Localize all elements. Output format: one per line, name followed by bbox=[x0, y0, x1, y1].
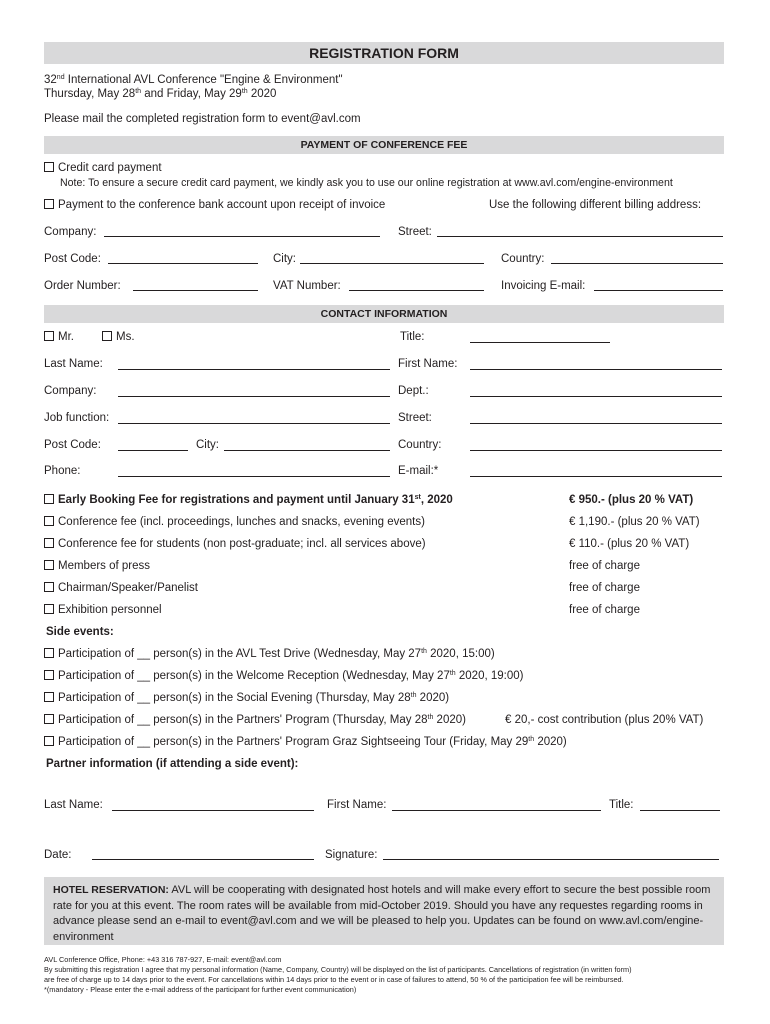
partner-info-heading: Partner information (if attending a side event): bbox=[46, 758, 299, 770]
partner-first-name-label: First Name: bbox=[327, 799, 387, 811]
fee-students-price: € 110.- (plus 20 % VAT) bbox=[569, 538, 690, 550]
last-name-field[interactable] bbox=[118, 369, 390, 370]
mr-checkbox[interactable] bbox=[44, 331, 54, 341]
invoicing-email-field[interactable] bbox=[594, 290, 723, 291]
side-event-welcome-checkbox[interactable] bbox=[44, 670, 54, 680]
billing-city-label: City: bbox=[273, 253, 296, 265]
invoicing-email-label: Invoicing E-mail: bbox=[501, 280, 586, 292]
fee-speaker-checkbox[interactable] bbox=[44, 582, 54, 592]
hotel-reservation-label: HOTEL RESERVATION: bbox=[53, 884, 169, 896]
fee-conference: Conference fee (incl. proceedings, lunches and snacks, evening events) bbox=[44, 516, 425, 528]
contact-title-field[interactable] bbox=[470, 342, 610, 343]
billing-street-label: Street: bbox=[398, 226, 432, 238]
contact-section-header: CONTACT INFORMATION bbox=[44, 305, 724, 323]
contact-city-label: City: bbox=[196, 439, 219, 451]
fee-speaker: Chairman/Speaker/Panelist bbox=[44, 582, 198, 594]
contact-street-label: Street: bbox=[398, 412, 432, 424]
credit-card-option: Credit card payment bbox=[44, 162, 162, 174]
side-event-partners-checkbox[interactable] bbox=[44, 714, 54, 724]
date-label: Date: bbox=[44, 849, 72, 861]
fee-exhibition: Exhibition personnel bbox=[44, 604, 162, 616]
phone-field[interactable] bbox=[118, 476, 390, 477]
billing-company-field[interactable] bbox=[104, 236, 380, 237]
billing-address-label: Use the following different billing address: bbox=[489, 199, 702, 211]
order-number-label: Order Number: bbox=[44, 280, 121, 292]
contact-country-label: Country: bbox=[398, 439, 442, 451]
hotel-reservation-box bbox=[44, 877, 724, 945]
partner-last-name-label: Last Name: bbox=[44, 799, 103, 811]
fee-early-booking: Early Booking Fee for registrations and payment until January 31st, 2020 bbox=[44, 494, 453, 506]
fee-press-checkbox[interactable] bbox=[44, 560, 54, 570]
vat-number-label: VAT Number: bbox=[273, 280, 341, 292]
fee-speaker-price: free of charge bbox=[569, 582, 640, 594]
contact-title-label: Title: bbox=[400, 331, 425, 343]
contact-postcode-label: Post Code: bbox=[44, 439, 101, 451]
first-name-field[interactable] bbox=[470, 369, 722, 370]
job-function-field[interactable] bbox=[118, 423, 390, 424]
last-name-label: Last Name: bbox=[44, 358, 103, 370]
contact-city-field[interactable] bbox=[224, 450, 390, 451]
side-events-heading: Side events: bbox=[46, 626, 114, 638]
phone-label: Phone: bbox=[44, 465, 81, 477]
hotel-reservation-text: AVL will be cooperating with designated host hotels and will make every effort to secure the best possible room rate for you at this event. The room rates will be available from mid-October 2019. Should you have any requestes regarding rooms in advance please send an e-mail to event@avl.com and we will be pleased to help you. Updates can be found on www.avl.com/engine-environment bbox=[53, 884, 711, 943]
side-event-partners: Participation of __ person(s) in the Partners' Program (Thursday, May 28th 2020) bbox=[44, 714, 466, 726]
fee-exhibition-checkbox[interactable] bbox=[44, 604, 54, 614]
email-field[interactable] bbox=[470, 476, 722, 477]
signature-field[interactable] bbox=[383, 859, 719, 860]
billing-company-label: Company: bbox=[44, 226, 97, 238]
side-event-sightseeing-checkbox[interactable] bbox=[44, 736, 54, 746]
billing-country-label: Country: bbox=[501, 253, 545, 265]
billing-postcode-label: Post Code: bbox=[44, 253, 101, 265]
date-field[interactable] bbox=[92, 859, 314, 860]
billing-country-field[interactable] bbox=[551, 263, 723, 264]
side-event-welcome: Participation of __ person(s) in the Welcome Reception (Wednesday, May 27th 2020, 19:00) bbox=[44, 670, 523, 682]
partner-last-name-field[interactable] bbox=[112, 810, 314, 811]
billing-postcode-field[interactable] bbox=[108, 263, 258, 264]
vat-number-field[interactable] bbox=[349, 290, 484, 291]
contact-country-field[interactable] bbox=[470, 450, 722, 451]
payment-section-header: PAYMENT OF CONFERENCE FEE bbox=[44, 136, 724, 154]
side-event-test-drive-checkbox[interactable] bbox=[44, 648, 54, 658]
side-event-partners-cost: € 20,- cost contribution (plus 20% VAT) bbox=[505, 714, 704, 726]
contact-street-field[interactable] bbox=[470, 423, 722, 424]
bank-payment-option: Payment to the conference bank account upon receipt of invoice bbox=[44, 199, 385, 211]
dept-label: Dept.: bbox=[398, 385, 429, 397]
bank-payment-checkbox[interactable] bbox=[44, 199, 54, 209]
mr-option: Mr. bbox=[44, 331, 74, 343]
form-title: REGISTRATION FORM bbox=[44, 42, 724, 64]
contact-company-field[interactable] bbox=[118, 396, 390, 397]
partner-first-name-field[interactable] bbox=[392, 810, 601, 811]
fee-conference-checkbox[interactable] bbox=[44, 516, 54, 526]
fee-students: Conference fee for students (non post-graduate; incl. all services above) bbox=[44, 538, 426, 550]
ms-checkbox[interactable] bbox=[102, 331, 112, 341]
billing-city-field[interactable] bbox=[300, 263, 484, 264]
partner-title-field[interactable] bbox=[640, 810, 720, 811]
first-name-label: First Name: bbox=[398, 358, 458, 370]
fee-press: Members of press bbox=[44, 560, 150, 572]
fee-students-checkbox[interactable] bbox=[44, 538, 54, 548]
fee-exhibition-price: free of charge bbox=[569, 604, 640, 616]
fee-early-booking-price: € 950.- (plus 20 % VAT) bbox=[569, 494, 694, 506]
side-event-test-drive: Participation of __ person(s) in the AVL Test Drive (Wednesday, May 27th 2020, 15:00) bbox=[44, 648, 495, 660]
contact-postcode-field[interactable] bbox=[118, 450, 188, 451]
partner-title-label: Title: bbox=[609, 799, 634, 811]
footer-contact: AVL Conference Office, Phone: +43 316 787-927, E-mail: event@avl.com bbox=[44, 955, 282, 964]
fee-press-price: free of charge bbox=[569, 560, 640, 572]
ms-option: Ms. bbox=[102, 331, 135, 343]
conference-name: 32nd International AVL Conference "Engine & Environment" bbox=[44, 74, 343, 86]
side-event-sightseeing: Participation of __ person(s) in the Partners' Program Graz Sightseeing Tour (Friday, May 29th 2020) bbox=[44, 736, 567, 748]
order-number-field[interactable] bbox=[133, 290, 258, 291]
side-event-social: Participation of __ person(s) in the Social Evening (Thursday, May 28th 2020) bbox=[44, 692, 449, 704]
fee-early-booking-checkbox[interactable] bbox=[44, 494, 54, 504]
dept-field[interactable] bbox=[470, 396, 722, 397]
side-event-social-checkbox[interactable] bbox=[44, 692, 54, 702]
job-function-label: Job function: bbox=[44, 412, 110, 424]
credit-card-note: Note: To ensure a secure credit card payment, we kindly ask you to use our online registration at www.avl.com/engine-environment bbox=[60, 177, 673, 189]
billing-street-field[interactable] bbox=[437, 236, 723, 237]
email-label: E-mail:* bbox=[398, 465, 439, 477]
footer-mandatory-note: *(mandatory - Please enter the e-mail address of the participant for further event communication) bbox=[44, 985, 357, 994]
fee-conference-price: € 1,190.- (plus 20 % VAT) bbox=[569, 516, 700, 528]
conference-dates: Thursday, May 28th and Friday, May 29th 2020 bbox=[44, 88, 277, 100]
contact-company-label: Company: bbox=[44, 385, 97, 397]
footer-cancellation: are free of charge up to 14 days prior to the event. For cancellations within 14 days prior to the event or in case of failures to attend, 50 % of the participation fee will be reimbursed. bbox=[44, 975, 624, 984]
signature-label: Signature: bbox=[325, 849, 378, 861]
credit-card-checkbox[interactable] bbox=[44, 162, 54, 172]
footer-privacy: By submitting this registration I agree that my personal information (Name, Company, Country) will be displayed on the list of participants. Cancellations of registration (in written form) bbox=[44, 965, 632, 974]
mail-instruction: Please mail the completed registration form to event@avl.com bbox=[44, 113, 361, 125]
